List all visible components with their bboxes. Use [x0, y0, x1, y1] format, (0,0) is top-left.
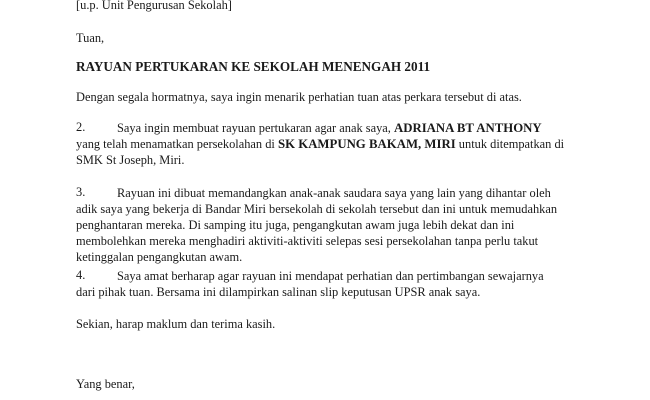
paragraph-4-number: 4.	[76, 268, 86, 282]
paragraph-3-line-1: Rayuan ini dibuat memandangkan anak-anak saudara saya yang lain yang dihantar oleh	[117, 186, 551, 200]
paragraph-3-line-4: membolehkan mereka menghadiri aktiviti-aktiviti selepas sesi persekolahan tanpa perlu takut	[76, 234, 539, 248]
paragraph-2-text: yang telah menamatkan persekolahan di	[76, 137, 278, 151]
salutation: Tuan,	[76, 31, 105, 45]
paragraph-3-line-3: penghantaran mereka. Di samping itu juga, pengangkutan awam juga lebih dekat dan ini	[76, 218, 515, 232]
paragraph-2-text: Saya ingin membuat rayuan pertukaran agar anak saya,	[117, 121, 394, 135]
paragraph-2-line-2	[76, 136, 564, 152]
paragraph-2-number: 2.	[76, 120, 86, 134]
paragraph-2-text: untuk ditempatkan di	[455, 137, 565, 151]
paragraph-3-line-2: adik saya yang bekerja di Bandar Miri bersekolah di sekolah tersebut dan ini untuk memudahkan	[76, 202, 558, 216]
closing-line: Sekian, harap maklum dan terima kasih.	[76, 317, 276, 331]
paragraph-4-line-2: dari pihak tuan. Bersama ini dilampirkan salinan slip keputusan UPSR anak saya.	[76, 285, 481, 299]
school-name: SK KAMPUNG BAKAM, MIRI	[277, 137, 456, 151]
opening-paragraph: Dengan segala hormatnya, saya ingin menarik perhatian tuan atas perkara tersebut di atas.	[76, 90, 522, 104]
paragraph-3-line-5: ketinggalan pengangkutan awam.	[76, 250, 243, 264]
paragraph-2-line-3: SMK St Joseph, Miri.	[76, 153, 185, 167]
paragraph-4-line-1: Saya amat berharap agar rayuan ini mendapat perhatian dan pertimbangan sewajarnya	[117, 269, 544, 283]
paragraph-2-line-1	[117, 120, 542, 136]
child-name: ADRIANA BT ANTHONY	[393, 121, 542, 135]
paragraph-3-number: 3.	[76, 185, 86, 199]
signoff-line: Yang benar,	[76, 377, 135, 391]
attention-line: [u.p. Unit Pengurusan Sekolah]	[76, 0, 232, 12]
letter-subject: RAYUAN PERTUKARAN KE SEKOLAH MENENGAH 2011	[76, 59, 431, 74]
